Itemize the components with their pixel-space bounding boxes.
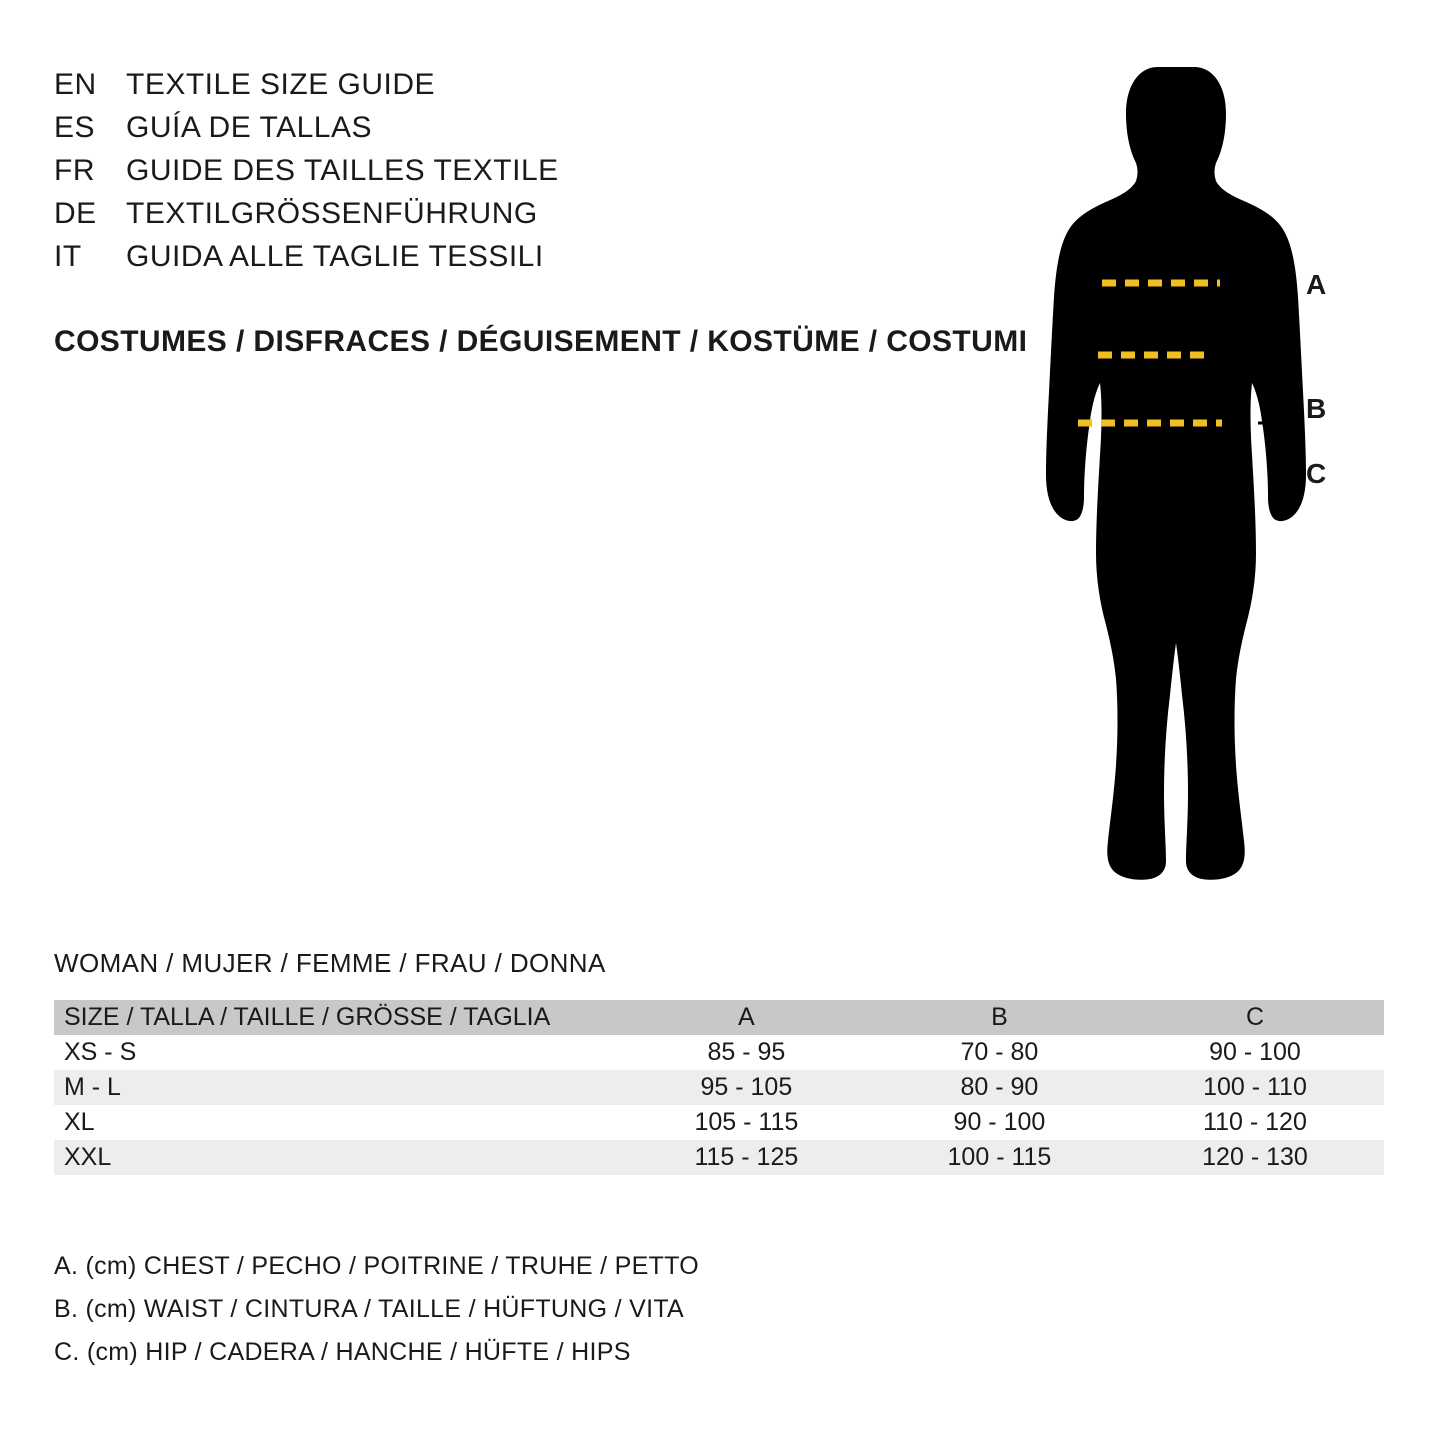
size-table [54, 1000, 1384, 1175]
cell-chest: 115 - 125 [694, 1143, 799, 1171]
cell-chest: 105 - 115 [694, 1108, 799, 1136]
cell-waist: 70 - 80 [960, 1038, 1039, 1066]
cell-size: XS - S [64, 1038, 137, 1066]
language-code-de: DE [54, 197, 97, 230]
size-table-body [54, 1035, 1384, 1175]
table-header-row [54, 1000, 1384, 1035]
column-header-b: B [991, 1003, 1008, 1031]
language-text-it: GUIDA ALLE TAGLIE TESSILI [126, 240, 544, 273]
table-row [54, 1070, 1384, 1105]
legend-row-chest: A. (cm) CHEST / PECHO / POITRINE / TRUHE / PETTO [54, 1252, 700, 1280]
column-header-c: C [1245, 1003, 1264, 1031]
cell-size: M - L [64, 1073, 121, 1101]
cell-hip: 90 - 100 [1209, 1038, 1301, 1066]
language-text-de: TEXTILGRÖSSENFÜHRUNG [126, 197, 538, 230]
cell-waist: 80 - 90 [960, 1073, 1039, 1101]
language-row-fr [54, 154, 954, 197]
cell-size: XXL [64, 1143, 112, 1171]
language-row-en [54, 68, 954, 111]
cell-hip: 110 - 120 [1203, 1108, 1307, 1136]
marker-label-c: C [1306, 458, 1327, 489]
marker-label-a: A [1306, 269, 1327, 300]
language-row-it [54, 240, 954, 283]
cell-chest: 85 - 95 [707, 1038, 786, 1066]
column-header-a: A [738, 1003, 755, 1031]
cell-waist: 100 - 115 [947, 1143, 1052, 1171]
legend-row-waist: B. (cm) WAIST / CINTURA / TAILLE / HÜFTUNG / VITA [54, 1295, 685, 1323]
table-row [54, 1140, 1384, 1175]
cell-hip: 100 - 110 [1203, 1073, 1307, 1101]
language-text-fr: GUIDE DES TAILLES TEXTILE [126, 154, 559, 187]
cell-waist: 90 - 100 [953, 1108, 1046, 1136]
table-row [54, 1105, 1384, 1140]
language-list [54, 68, 954, 283]
language-text-es: GUÍA DE TALLAS [126, 111, 372, 144]
language-row-es [54, 111, 954, 154]
column-header-size: SIZE / TALLA / TAILLE / GRÖSSE / TAGLIA [64, 1003, 551, 1031]
language-code-fr: FR [54, 154, 95, 187]
cell-size: XL [64, 1108, 95, 1136]
cell-chest: 95 - 105 [700, 1073, 793, 1101]
size-table-head [54, 1000, 1384, 1035]
measurement-legend [54, 1245, 699, 1374]
language-row-de [54, 197, 954, 240]
marker-label-b: B [1306, 393, 1327, 424]
table-row [54, 1035, 1384, 1070]
silhouette-svg [1010, 55, 1390, 885]
cell-hip: 120 - 130 [1202, 1143, 1308, 1171]
language-code-es: ES [54, 111, 96, 144]
language-code-en: EN [54, 68, 97, 101]
category-line: COSTUMES / DISFRACES / DÉGUISEMENT / KOSTÜME / COSTUMI [54, 325, 1028, 358]
language-code-it: IT [54, 240, 82, 273]
female-silhouette-figure [1010, 55, 1390, 885]
body-silhouette-icon [1046, 67, 1306, 880]
table-title: WOMAN / MUJER / FEMME / FRAU / DONNA [54, 948, 606, 978]
language-text-en: TEXTILE SIZE GUIDE [126, 68, 436, 101]
legend-row-hip: C. (cm) HIP / CADERA / HANCHE / HÜFTE / HIPS [54, 1338, 631, 1366]
